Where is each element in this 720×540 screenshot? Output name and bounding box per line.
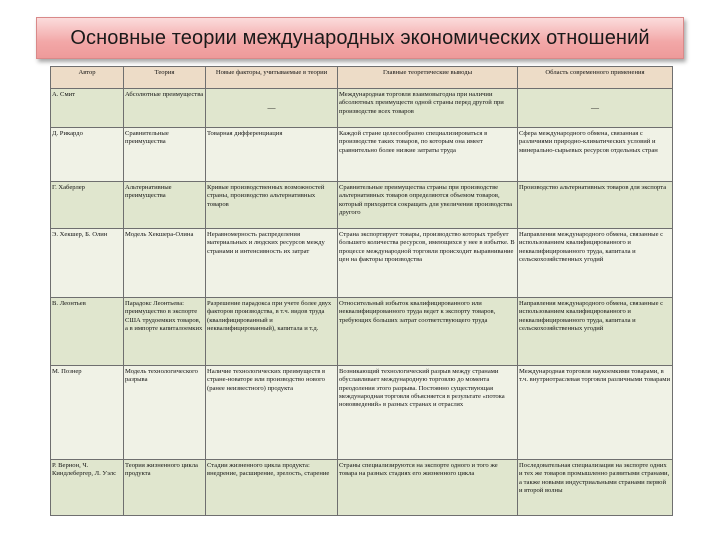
cell-author: А. Смит xyxy=(51,89,124,128)
cell-application: Международная торговля наукоемкими товарами, в т.ч. внутриотраслевая торговля различными товарами xyxy=(518,366,673,460)
title-banner xyxy=(36,17,684,59)
cell-author: Д. Рикардо xyxy=(51,128,124,182)
cell-conclusions: Возникающий технологический разрыв между странами обуславливает международную торговлю до момента преодоления этого разрыва. Постоянно существующая международная торговля объясняется в результате «потока нововведений» в разных странах и отраслях xyxy=(338,366,518,460)
cell-conclusions: Страна экспортирует товары, производство которых требует большего количества ресурсов, имеющихся у нее в избытке. В процессе международной торговли происходит выравнивание цен на факторы производства xyxy=(338,229,518,298)
cell-theory: Парадокс Леонтьева: преимущество в экспорте США трудоемких товаров, а в импорте капиталоемких xyxy=(124,298,206,366)
cell-theory: Альтернативные преимущества xyxy=(124,182,206,229)
header-application: Область современного применения xyxy=(518,67,673,89)
cell-theory: Сравнительные преимущества xyxy=(124,128,206,182)
cell-application: Сфера международного обмена, связанная с различиями природно-климатических условий и минерально-сырьевых ресурсов отдельных стран xyxy=(518,128,673,182)
cell-factors: — xyxy=(206,89,338,128)
cell-application: Производство альтернативных товаров для экспорта xyxy=(518,182,673,229)
cell-conclusions: Каждой стране целесообразно специализироваться в производстве таких товаров, по которым она имеет сравнительно более низкие затраты труда xyxy=(338,128,518,182)
cell-conclusions: Страны специализируются на экспорте одного и того же товара на разных стадиях его жизненного цикла xyxy=(338,460,518,516)
page-title: Основные теории международных экономических отношений xyxy=(70,26,650,49)
cell-conclusions: Относительный избыток квалифицированного или неквалифицированного труда ведет к экспорту товаров, требующих больших затрат соответствующего труда xyxy=(338,298,518,366)
cell-theory: Абсолютные преимущества xyxy=(124,89,206,128)
cell-factors: Стадии жизненного цикла продукта: внедрение, расширение, зрелость, старение xyxy=(206,460,338,516)
table-row xyxy=(51,460,673,516)
cell-author: Г. Хаберлер xyxy=(51,182,124,229)
cell-factors: Товарная дифференциация xyxy=(206,128,338,182)
cell-author: Э. Хекшер, Б. Олин xyxy=(51,229,124,298)
cell-factors: Разрешение парадокса при учете более двух факторов производства, в т.ч. видов труда (квалифицированный и неквалифицированный), капитала и т.д. xyxy=(206,298,338,366)
cell-theory: Теория жизненного цикла продукта xyxy=(124,460,206,516)
theories-table xyxy=(50,66,673,516)
header-factors: Новые факторы, учитываемые в теории xyxy=(206,67,338,89)
header-theory: Теория xyxy=(124,67,206,89)
header-conclusions: Главные теоретические выводы xyxy=(338,67,518,89)
cell-theory: Модель технологического разрыва xyxy=(124,366,206,460)
cell-theory: Модель Хекшера-Олина xyxy=(124,229,206,298)
cell-application: Последовательная специализация на экспорте одних и тех же товаров промышленно развитыми странами, а также новыми индустриальными странами первой и второй волны xyxy=(518,460,673,516)
cell-conclusions: Сравнительные преимущества страны при производстве альтернативных товаров определяются объемом товаров, который приходится сокращать для увеличения производства другого xyxy=(338,182,518,229)
cell-application: — xyxy=(518,89,673,128)
cell-factors: Наличие технологических преимуществ в стране-новаторе или производство нового (ранее неизвестного) продукта xyxy=(206,366,338,460)
table-row xyxy=(51,229,673,298)
cell-author: В. Леонтьев xyxy=(51,298,124,366)
table-header-row xyxy=(51,67,673,89)
table-row xyxy=(51,89,673,128)
cell-factors: Неравномерность распределения материальных и людских ресурсов между странами и интенсивность их затрат xyxy=(206,229,338,298)
table-row xyxy=(51,128,673,182)
cell-application: Направления международного обмена, связанные с использованием квалифицированного и неквалифицированного труда, капитала и сельскохозяйственных угодий xyxy=(518,229,673,298)
cell-conclusions: Международная торговля взаимовыгодна при наличии абсолютных преимуществ одной страны перед другой при производстве всех товаров xyxy=(338,89,518,128)
table-row xyxy=(51,298,673,366)
cell-author: Р. Вернон, Ч. Киндлебергер, Л. Уэлс xyxy=(51,460,124,516)
header-author: Автор xyxy=(51,67,124,89)
table-row xyxy=(51,182,673,229)
cell-author: М. Познер xyxy=(51,366,124,460)
cell-factors: Кривые производственных возможностей страны, производство альтернативных товаров xyxy=(206,182,338,229)
table-row xyxy=(51,366,673,460)
cell-application: Направления международного обмена, связанные с использованием квалифицированного и неквалифицированного труда, капитала и сельскохозяйственных угодий xyxy=(518,298,673,366)
